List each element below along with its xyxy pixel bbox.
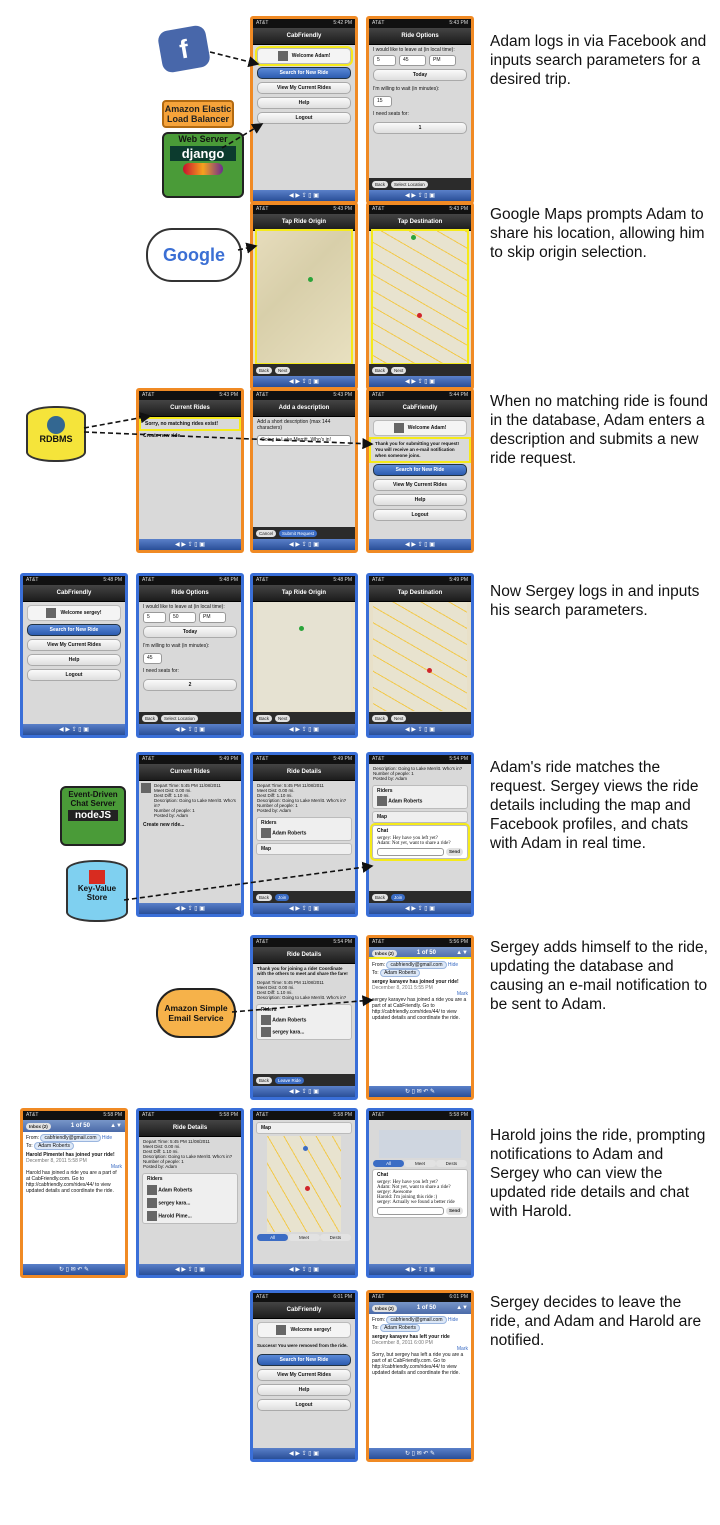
leave-ride-button[interactable]: Leave Ride [275,1077,304,1084]
header: Ride Details [253,764,355,781]
header: CabFriendly [253,1302,355,1319]
tab-all[interactable]: All [257,1234,288,1241]
riders-section[interactable]: Riders Adam Roberts [256,817,352,841]
header: Current Rides [139,764,241,781]
send-button[interactable]: Send [446,1207,463,1215]
thanks-message: Thank you for submitting your request! You will receive an e-mail notification when someone joins. [371,439,469,461]
inbox-button[interactable]: Inbox (2) [372,950,397,957]
tab-all[interactable]: All [373,1160,404,1167]
nodejs-label: nodeJS [68,810,118,821]
mark-link[interactable]: Mark [110,1164,122,1170]
leave-label: I would like to leave at (in local time): [143,604,225,610]
from-chip[interactable]: cabfriendly@gmail.com [386,961,446,969]
back-button[interactable]: Back [372,715,388,722]
removed-message: Success! You were removed from the ride. [257,1343,348,1348]
search-button[interactable]: Search for New Ride [373,464,467,476]
create-new-link[interactable]: Create new ride... [143,433,185,439]
arrow-google [238,246,256,250]
view-rides-button[interactable]: View My Current Rides [257,82,351,94]
ampm-select[interactable]: PM [199,612,226,623]
back-button[interactable]: Back [372,181,388,188]
caption-5: Adam's ride matches the request. Sergey views the ride details including the map and Facebook profiles, and chats with Adam in real time. [490,759,699,852]
header: Ride Details [139,1120,241,1137]
tab-dests[interactable]: Dests [436,1160,467,1167]
status-bar: AT&T 5:49 PM [139,755,241,764]
ride-info: Depart Time: 5:45 PM 11/08/2011 Meet Dist: 0.00 mi. Dest Diff: 1.10 mi. Description: Going to Lake Merritt. Who's in? Number of people: 1 Posted by: Adam [143,1139,233,1169]
cancel-button[interactable]: Cancel [256,530,276,537]
status-bar: AT&T 5:43 PM [369,19,471,28]
back-button[interactable]: Back [256,894,272,901]
status-bar: AT&T 5:58 PM [23,1111,125,1120]
ses-label: Amazon Simple Email Service [164,1003,228,1023]
logout-button[interactable]: Logout [257,1399,351,1411]
to-chip[interactable]: Adam Roberts [380,969,420,977]
status-bar: AT&T 5:44 PM [369,391,471,400]
status-bar: AT&T 5:42 PM [253,19,355,28]
search-button[interactable]: Search for New Ride [257,1354,351,1366]
back-button[interactable]: Back [256,1077,272,1084]
header: Tap Ride Origin [253,214,355,231]
seats-label: I need seats for: [373,111,409,117]
riders-section[interactable]: Riders Adam Roberts sergey kara... [256,1004,352,1040]
status-bar: AT&T 5:56 PM [369,938,471,947]
wait-input[interactable]: 15 [373,96,392,107]
ride-summary[interactable]: Depart Time: 5:45 PM 11/08/2011 Meet Dist: 0.00 mi. Dest Diff: 1.10 mi. Description: Going to Lake Merritt. Who's in? Number of people: 1 Posted by: Adam [154,783,236,818]
status-bar: AT&T 5:43 PM [253,205,355,214]
browser-toolbar: ◀ ▶ ⇪ ▯ ▣ [253,724,355,735]
inbox-button[interactable]: Inbox (2) [372,1305,397,1312]
create-new-link[interactable]: Create new ride... [143,822,185,828]
arrow-email [232,1000,372,1012]
riders-section[interactable]: Riders Adam Roberts sergey kara... Harold Pime... [142,1173,238,1224]
ride-info: Description: Going to Lake Merritt. Who's in? Number of people: 1 Posted by: Adam [373,766,463,781]
browser-toolbar: ◀ ▶ ⇪ ▯ ▣ [253,539,355,550]
caption-6: Sergey adds himself to the ride, updating the database and causing an e-mail notification to be sent to Adam. [490,939,708,1013]
next-button[interactable]: Next [391,715,406,722]
seats-select[interactable]: 2 [143,679,237,691]
help-button[interactable]: Help [257,97,351,109]
arrow-rdbms-insert [84,432,372,444]
logout-button[interactable]: Logout [373,509,467,521]
help-button[interactable]: Help [27,654,121,666]
ride-info: Depart Time: 5:45 PM 11/08/2011 Meet Dist: 0.00 mi. Dest Diff: 1.10 mi. Description: Going to Lake Merritt. Who's in? [257,980,347,1000]
mail-header: Inbox (2) 1 of 50 ▲▼ [369,1302,471,1314]
header: Tap Ride Origin [253,585,355,602]
mail-header: Inbox (2) 1 of 50 ▲▼ [23,1120,125,1132]
back-button[interactable]: Back [256,715,272,722]
mail-toolbar: ↻ ▯ ✉ ↶ ✎ [369,1448,471,1459]
next-button[interactable]: Next [391,367,406,374]
caption-3: When no matching ride is found in the database, Adam enters a description and submits a new ride request. [490,393,708,467]
mail-body: From: cabfriendly@gmail.com Hide To: Adam Roberts sergey karayev has joined your ride! December 8, 2011 5:55 PM Mark sergey karayev has joined a ride you are a part of at CabFriendly. Go to http://cabfriendly.com/rides/44/ to view updated details and coordinate the ride. [369,959,471,1086]
header: Tap Destination [369,585,471,602]
search-button[interactable]: Search for New Ride [27,624,121,636]
join-button[interactable]: Join [275,894,289,901]
map-section[interactable]: Map [256,843,352,855]
send-button[interactable]: Send [446,848,463,856]
status-bar: AT&T 5:48 PM [23,576,125,585]
header: Ride Options [369,28,471,45]
back-button[interactable]: Back [372,894,388,901]
browser-toolbar: ◀ ▶ ⇪ ▯ ▣ [139,724,241,735]
hide-link[interactable]: Hide [447,962,459,968]
browser-toolbar: ◀ ▶ ⇪ ▯ ▣ [253,190,355,201]
hour-select[interactable]: 5 [373,55,396,66]
wait-label: I'm willing to wait (in minutes): [373,86,440,92]
mail-toolbar: ↻ ▯ ✉ ↶ ✎ [23,1264,125,1275]
select-location-button[interactable]: Select Location [161,715,198,722]
back-button[interactable]: Back [372,367,388,374]
elb-label: Amazon Elastic Load Balancer [162,100,234,128]
web-server-label: Web Server [178,134,228,144]
header: CabFriendly [253,28,355,45]
day-select[interactable]: Today [373,69,467,81]
map-section[interactable]: Map [372,811,468,823]
back-button[interactable]: Back [142,715,158,722]
arrow-rdbms-query [84,416,150,428]
welcome-panel: Welcome sergey! [257,1322,351,1338]
nav-arrows-icon[interactable]: ▲▼ [456,950,468,956]
view-rides-button[interactable]: View My Current Rides [257,1369,351,1381]
nav-arrows-icon[interactable]: ▲▼ [110,1123,122,1129]
status-bar: AT&T 5:48 PM [139,576,241,585]
status-bar: AT&T 5:58 PM [139,1111,241,1120]
django-label: django [170,146,236,161]
joined-message: Thank you for joining a ride! Coordinate with the others to meet and share the fare! [257,966,348,976]
status-bar: AT&T 6:01 PM [253,1293,355,1302]
browser-toolbar: ◀ ▶ ⇪ ▯ ▣ [23,724,125,735]
no-match-message: Sorry, no matching rides exist! [141,419,239,429]
status-bar: AT&T 5:43 PM [253,391,355,400]
logout-button[interactable]: Logout [257,112,351,124]
browser-toolbar: ◀ ▶ ⇪ ▯ ▣ [369,724,471,735]
status-bar: AT&T 5:58 PM [369,1111,471,1120]
from-chip[interactable]: cabfriendly@gmail.com [40,1134,100,1142]
arrow-chat [124,866,372,900]
header: CabFriendly [369,400,471,417]
browser-toolbar: ◀ ▶ ⇪ ▯ ▣ [369,190,471,201]
mail-body: From: cabfriendly@gmail.com Hide To: Adam Roberts Harold Pimentel has joined your ride! December 8, 2011 5:58 PM Mark Harold has joined a ride you are a part of at CabFriendly.com. Go to http://cabfriendly.com/rides/44/ to view updated details and coordinate the ride. [23,1132,125,1264]
browser-toolbar: ◀ ▶ ⇪ ▯ ▣ [369,376,471,387]
join-button[interactable]: Join [391,894,405,901]
to-chip[interactable]: Adam Roberts [380,1324,420,1332]
browser-toolbar: ◀ ▶ ⇪ ▯ ▣ [253,1264,355,1275]
minute-select[interactable]: 50 [169,612,196,623]
tab-meet[interactable]: Meet [288,1234,319,1241]
day-select[interactable]: Today [143,626,237,638]
caption-4: Now Sergey logs in and inputs his search parameters. [490,583,700,619]
search-button[interactable]: Search for New Ride [257,67,351,79]
description-input[interactable]: Going to Lake Merritt. Who's in! [257,435,351,446]
riders-section[interactable]: Riders Adam Roberts [372,785,468,809]
hide-link[interactable]: Hide [101,1135,113,1141]
header: Add a description [253,400,355,417]
header: Tap Destination [369,214,471,231]
back-button[interactable]: Back [256,367,272,374]
tab-meet[interactable]: Meet [404,1160,435,1167]
status-bar: AT&T 5:43 PM [369,205,471,214]
submit-request-button[interactable]: Submit Request [279,530,317,537]
map-section[interactable]: Map [256,1122,352,1134]
mark-link[interactable]: Mark [456,1346,468,1352]
header: CabFriendly [23,585,125,602]
browser-toolbar: ◀ ▶ ⇪ ▯ ▣ [369,903,471,914]
chat-section[interactable]: Chat sergey: Hey have you left yet? Adam: Not yet, want to share a ride? Send [372,825,468,859]
header: Ride Details [253,947,355,964]
status-bar: AT&T 5:49 PM [253,755,355,764]
status-bar: AT&T 5:48 PM [253,576,355,585]
status-bar: AT&T 5:54 PM [253,938,355,947]
welcome-panel: Welcome Adam! [373,420,467,436]
next-button[interactable]: Next [275,367,290,374]
browser-toolbar: ◀ ▶ ⇪ ▯ ▣ [139,1264,241,1275]
help-button[interactable]: Help [373,494,467,506]
minute-select[interactable]: 45 [399,55,426,66]
caption-1: Adam logs in via Facebook and inputs search parameters for a desired trip. [490,33,707,88]
next-button[interactable]: Next [275,715,290,722]
browser-toolbar: ◀ ▶ ⇪ ▯ ▣ [139,539,241,550]
ride-info: Depart Time: 5:45 PM 11/08/2011 Meet Dist: 0.00 mi. Dest Diff: 1.10 mi. Description: Going to Lake Merritt. Who's in? Number of people: 1 Posted by: Adam [257,783,347,813]
view-rides-button[interactable]: View My Current Rides [373,479,467,491]
help-button[interactable]: Help [257,1384,351,1396]
desc-hint: Add a short description (max 144 characters) [257,419,331,431]
nav-arrows-icon[interactable]: ▲▼ [456,1305,468,1311]
from-chip[interactable]: cabfriendly@gmail.com [386,1316,446,1324]
mail-toolbar: ↻ ▯ ✉ ↶ ✎ [369,1086,471,1097]
browser-toolbar: ◀ ▶ ⇪ ▯ ▣ [253,376,355,387]
facebook-logo: f [157,24,212,74]
welcome-panel: Welcome Adam! [257,48,351,64]
browser-toolbar: ◀ ▶ ⇪ ▯ ▣ [253,1086,355,1097]
arrow-webserver [222,124,262,148]
status-bar: AT&T 5:58 PM [253,1111,355,1120]
hide-link[interactable]: Hide [447,1317,459,1323]
caption-7: Harold joins the ride, prompting notifications to Adam and Sergey who can view the updated ride details and chat with Harold. [490,1127,706,1220]
inbox-button[interactable]: Inbox (2) [26,1123,51,1130]
seats-label: I need seats for: [143,668,179,674]
google-cloud: Google [146,228,242,282]
status-bar: AT&T 5:43 PM [139,391,241,400]
caption-8: Sergey decides to leave the ride, and Adam and Harold are notified. [490,1294,702,1349]
ampm-select[interactable]: PM [429,55,456,66]
chat-section[interactable]: Chat sergey: Hey have you left yet? Adam: Not yet, want to share a ride? sergey: Awesome Harold: I'm joining this ride :) sergey: Actually we found a better ride Send [372,1169,468,1218]
kv-label: Key-Value Store [77,884,117,902]
header: Ride Options [139,585,241,602]
status-bar: AT&T 6:01 PM [369,1293,471,1302]
chat-server-label: Event-Driven Chat Server [68,790,118,808]
view-rides-button[interactable]: View My Current Rides [27,639,121,651]
mail-header: Inbox (2) 1 of 50 ▲▼ [369,947,471,959]
wait-input[interactable]: 45 [143,653,162,664]
status-bar: AT&T 5:49 PM [369,576,471,585]
browser-toolbar: ◀ ▶ ⇪ ▯ ▣ [139,903,241,914]
leave-label: I would like to leave at (in local time): [373,47,455,53]
caption-2: Google Maps prompts Adam to share his location, allowing him to skip origin selection. [490,206,705,261]
select-location-button[interactable]: Select Location [391,181,428,188]
seats-select[interactable]: 1 [373,122,467,134]
browser-toolbar: ◀ ▶ ⇪ ▯ ▣ [369,1264,471,1275]
mark-link[interactable]: Mark [456,991,468,997]
arrow-facebook [210,52,258,64]
browser-toolbar: ◀ ▶ ⇪ ▯ ▣ [253,903,355,914]
logout-button[interactable]: Logout [27,669,121,681]
status-bar: AT&T 5:54 PM [369,755,471,764]
mail-body: From: cabfriendly@gmail.com Hide To: Adam Roberts sergey karayev has left your ride December 8, 2011 6:00 PM Mark Sorry, but sergey has left a ride you are a part of at CabFriendly.com. Go to http://cabfriendly.com/rides/44/ to view updated details and coordinate the ride. [369,1314,471,1448]
tab-dests[interactable]: Dests [320,1234,351,1241]
welcome-panel: Welcome sergey! [27,605,121,621]
rdbms-label: RDBMS [39,434,73,444]
hour-select[interactable]: 5 [143,612,166,623]
wait-label: I'm willing to wait (in minutes): [143,643,210,649]
browser-toolbar: ◀ ▶ ⇪ ▯ ▣ [369,539,471,550]
browser-toolbar: ◀ ▶ ⇪ ▯ ▣ [253,1448,355,1459]
header: Current Rides [139,400,241,417]
to-chip[interactable]: Adam Roberts [34,1142,74,1150]
